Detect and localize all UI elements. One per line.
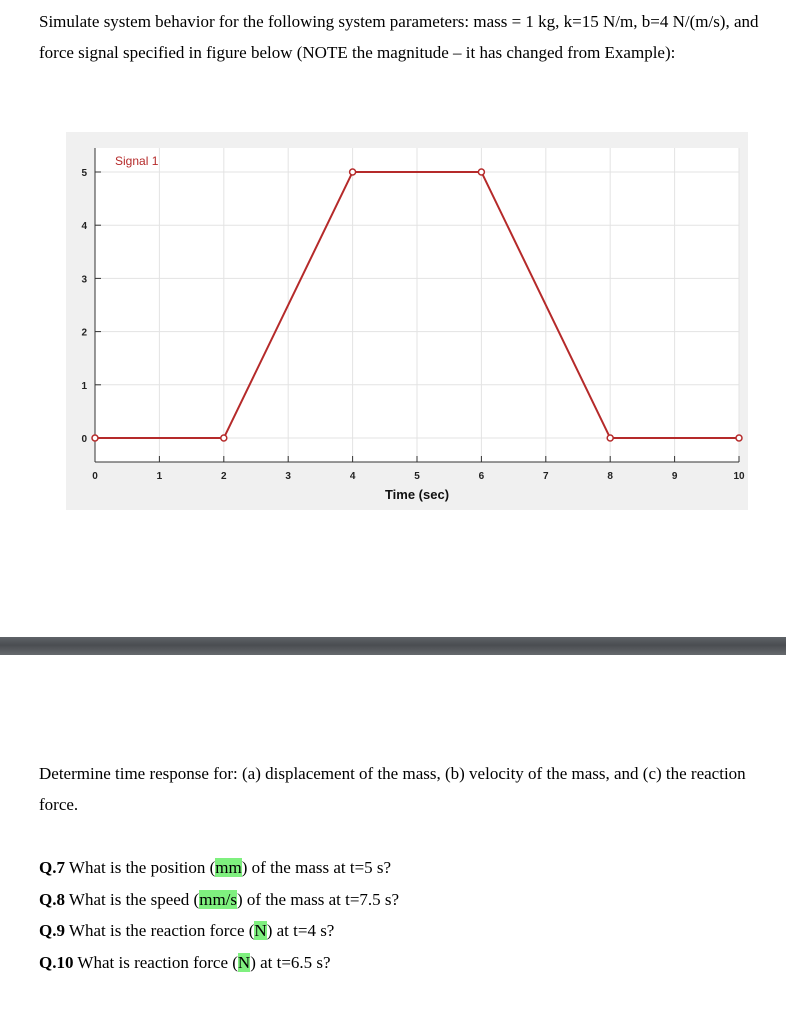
- data-point: [92, 435, 98, 441]
- question-item: [39, 915, 759, 947]
- question-text: What is the reaction force (: [64, 921, 255, 940]
- question-number: Q.10: [39, 952, 74, 972]
- y-tick-label: 1: [81, 380, 87, 392]
- x-tick-label: 2: [221, 471, 227, 482]
- question-number: Q.8: [39, 889, 65, 909]
- data-point: [478, 169, 484, 175]
- x-tick-label: 5: [414, 471, 420, 482]
- question-text: What is the speed (: [64, 889, 200, 909]
- question-text: ) at t=6.5 s?: [250, 952, 331, 972]
- x-tick-label: 0: [92, 471, 98, 482]
- question-text: ) of the mass at t=5 s?: [241, 858, 392, 877]
- data-point: [607, 435, 613, 441]
- question-text: ) of the mass at t=7.5 s?: [237, 889, 400, 909]
- question-item: [39, 884, 759, 916]
- y-tick-label: 2: [81, 327, 87, 339]
- x-tick-label: 3: [285, 471, 291, 482]
- x-tick-label: 8: [607, 471, 613, 482]
- force-signal-chart: [66, 132, 748, 510]
- question-text: What is the position (: [64, 858, 216, 877]
- unit-highlight: N: [254, 921, 267, 940]
- data-point: [736, 435, 742, 441]
- section-divider: [0, 637, 786, 655]
- unit-highlight: mm: [215, 858, 242, 877]
- unit-highlight: N: [237, 952, 251, 972]
- data-point: [221, 435, 227, 441]
- question-text: ) at t=4 s?: [266, 921, 335, 940]
- question-text: What is reaction force (: [73, 952, 238, 972]
- unit-highlight: mm/s: [199, 889, 238, 909]
- x-tick-label: 6: [478, 471, 485, 482]
- question-item: [39, 852, 759, 884]
- x-tick-label: 10: [733, 471, 745, 482]
- x-tick-label: 7: [543, 471, 549, 482]
- y-tick-label: 4: [81, 221, 87, 233]
- task-paragraph: Determine time response for: (a) displacement of the mass, (b) velocity of the mass, and (c) the reaction force.: [39, 764, 746, 814]
- x-tick-label: 4: [349, 471, 356, 482]
- intro-paragraph: Simulate system behavior for the following system parameters: mass = 1 kg, k=15 N/m, b=4 N/(m/s), and force signal specified in figure below (NOTE the magnitude – it has changed from Example):: [39, 12, 759, 62]
- question-list: [39, 852, 759, 978]
- chart-svg: [66, 132, 748, 510]
- question-number: Q.7: [39, 858, 65, 877]
- y-tick-label: 5: [81, 168, 87, 179]
- question-item: [39, 947, 759, 979]
- x-tick-label: 1: [156, 471, 163, 482]
- x-tick-label: 9: [671, 471, 678, 482]
- data-point: [350, 169, 356, 175]
- y-tick-label: 0: [81, 434, 87, 445]
- x-axis-label: Time (sec): [384, 487, 450, 502]
- question-number: Q.9: [39, 921, 65, 940]
- legend-label: Signal 1: [115, 154, 159, 168]
- y-tick-label: 3: [81, 274, 87, 286]
